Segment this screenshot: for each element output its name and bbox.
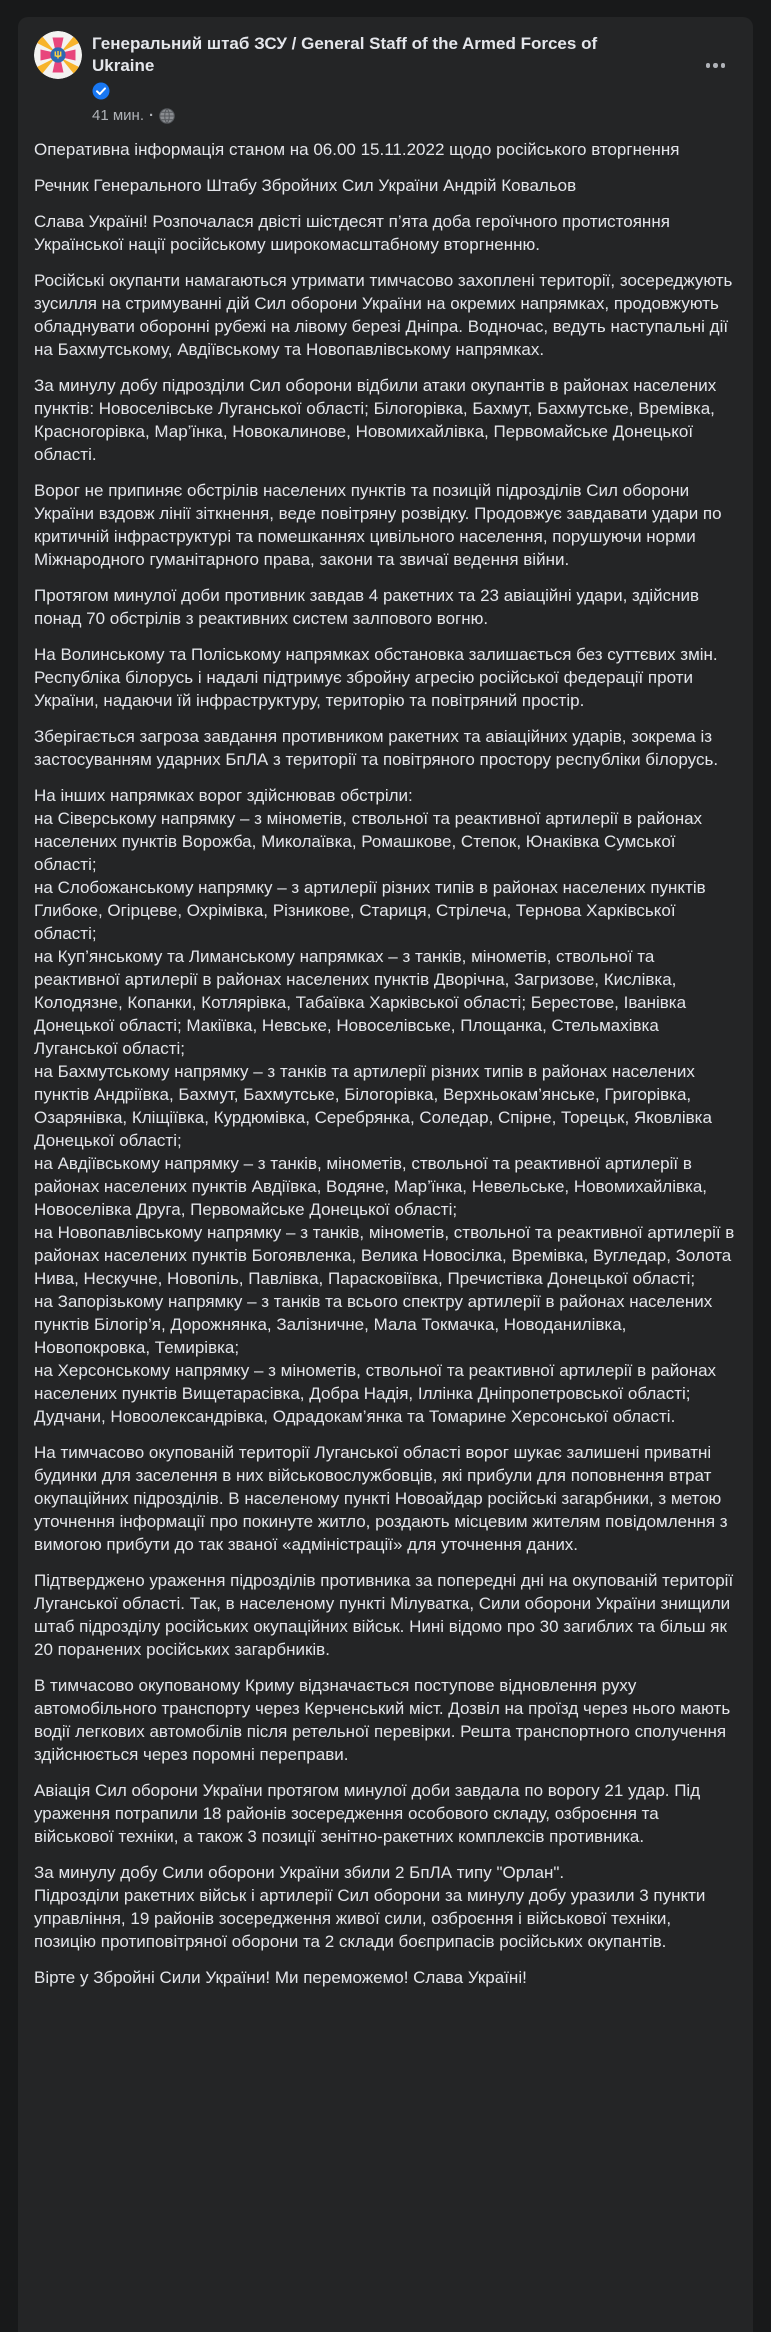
post-paragraph-line: на Куп’янському та Лиманському напрямках – з танків, мінометів, ствольної та реактивної артилерії в районах населених пунктів Дворічна, Загризове, Кислівка, Колодязне, Копанки, Котлярівка, Табаївка Харківської області; Берестове, Іванівка Донецької області; Макіївка, Невське, Новоселівське, Площанка, Стельмахівка Луганської області; <box>34 947 687 1058</box>
dot-icon <box>721 63 726 68</box>
post-paragraph-line: На Волинському та Поліському напрямках обстановка залишається без суттєвих змін. Республіка білорусь і надалі підтримує збройну агресію російської федерації проти України, надаючи їй інфраструктуру, територію та повітряний простір. <box>34 645 718 710</box>
post-paragraph-line: За минулу добу підрозділи Сил оборони відбили атаки окупантів в районах населених пунктів: Новоселівське Луганської області; Білогорівка, Бахмут, Бахмутське, Времівка, Красногорівка, Мар’їнка, Новокалинове, Новомихайлівка, Первомайське Донецької області. <box>34 376 717 464</box>
post-paragraph-line: Підрозділи ракетних військ і артилерії Сил оборони за минулу добу уразили 3 пункти управління, 19 районів зосередження живої сили, озброєння і військової техніки, позицію протиповітряної оборони та 2 склади боєприпасів російських окупантів. <box>34 1886 706 1951</box>
post-paragraph-line: За минулу добу Сили оборони України збили 2 БпЛА типу "Орлан". <box>34 1863 565 1882</box>
post-paragraph <box>34 210 737 256</box>
general-staff-emblem-icon <box>34 31 82 79</box>
post-paragraph-line: На інших напрямках ворог здійснював обстріли: <box>34 786 413 805</box>
verified-badge-icon <box>92 82 110 100</box>
post-paragraph <box>34 374 737 466</box>
post-paragraph-line: на Сіверському напрямку – з мінометів, ствольної та реактивної артилерії в районах населених пунктів Ворожба, Миколаївка, Ромашкове, Степок, Юнаківка Сумської області; <box>34 809 703 874</box>
post-paragraph <box>34 1966 737 1989</box>
post-paragraph-line: Зберігається загроза завдання противником ракетних та авіаційних ударів, зокрема із застосуванням ударних БпЛА з території та повітряного простору республіки білорусь. <box>34 727 719 769</box>
post-paragraph <box>34 1861 737 1953</box>
post-paragraph-line: Підтверджено ураження підрозділів противника за попередні дні на окупованій території Луганської області. Так, в населеному пункті Мілуватка, Сили оборони України знищили штаб підрозділу російських окупаційних військ. Нині відомо про 30 загиблих та більш як 20 поранених російських загарбників. <box>34 1571 734 1659</box>
post-paragraph <box>34 269 737 361</box>
post-paragraph-line: На тимчасово окупованій території Луганської області ворог шукає залишені приватні будинки для заселення в них військовослужбовців, які прибули для поповнення втрат окупаційних підрозділів. В населеному пункті Новоайдар російські загарбники, з метою уточнення інформації про покинуте житло, роздають місцевим жителям повідомлення з вимогою прибути до так званої «адміністрації» для уточнення даних. <box>34 1443 728 1554</box>
timestamp-link[interactable]: 41 мин. <box>92 107 144 124</box>
post-paragraph-line: Речник Генерального Штабу Збройних Сил України Андрій Ковальов <box>34 176 577 195</box>
post-header <box>18 17 753 125</box>
dot-icon <box>713 63 718 68</box>
post-paragraph-line: Російські окупанти намагаються утримати тимчасово захоплені території, зосереджують зусилля на стримуванні дій Сил оборони України на окремих напрямках, продовжують обладнувати оборонні рубежі на лівому березі Дніпра. Водночас, ведуть наступальні дії на Бахмутському, Авдіївському та Новопавлівському напрямках. <box>34 271 733 359</box>
post-paragraph <box>34 584 737 630</box>
post-paragraph <box>34 1569 737 1661</box>
post-paragraph-line: Протягом минулої доби противник завдав 4 ракетних та 23 авіаційні удари, здійснив понад 70 обстрілів з реактивних систем залпового вогню. <box>34 586 700 628</box>
post-paragraph <box>34 725 737 771</box>
post-paragraph <box>34 138 737 161</box>
post-meta <box>92 107 737 125</box>
post-paragraph-line: на Запорізькому напрямку – з танків та всього спектру артилерії в районах населених пунктів Білогір’я, Дорожнянка, Залізничне, Мала Токмачка, Новоданилівка, Новопокровка, Темирівка; <box>34 1292 713 1357</box>
post-paragraph-line: Авіація Сил оборони України протягом минулої доби завдала по ворогу 21 удар. Під ураження потрапили 18 районів зосередження особового складу, озброєння та військової техніки, а також 3 позиції зенітно-ракетних комплексів противника. <box>34 1781 701 1846</box>
meta-separator: · <box>149 107 154 124</box>
post-paragraph-line: Вірте у Збройні Сили України! Ми переможемо! Слава Україні! <box>34 1968 527 1987</box>
post-options-button[interactable] <box>700 57 732 74</box>
post-paragraph <box>34 1441 737 1556</box>
post-paragraph <box>34 643 737 712</box>
facebook-post-card <box>18 17 753 2332</box>
badge-row <box>92 82 737 100</box>
avatar[interactable] <box>34 31 82 79</box>
post-paragraph <box>34 784 737 1428</box>
post-paragraph <box>34 1674 737 1766</box>
post-paragraph <box>34 479 737 571</box>
post-paragraph <box>34 1779 737 1848</box>
post-paragraph-line: на Новопавлівському напрямку – з танків, мінометів, ствольної та реактивної артилерії в районах населених пунктів Богоявленка, Велика Новосілка, Времівка, Вугледар, Золота Нива, Нескучне, Новопіль, Павлівка, Парасковіївка, Пречистівка Донецької області; <box>34 1223 735 1288</box>
post-paragraph-line: Оперативна інформація станом на 06.00 15.11.2022 щодо російського вторгнення <box>34 140 680 159</box>
dot-icon <box>706 63 711 68</box>
post-paragraph-line: на Херсонському напрямку – з мінометів, ствольної та реактивної артилерії в районах населених пунктів Вищетарасівка, Добра Надія, Іллінка Дніпропетровської області; Дудчани, Новоолександрівка, Одрадокам’янка та Томарине Херсонської області. <box>34 1361 717 1426</box>
page-name-link[interactable]: Генеральний штаб ЗСУ / General Staff of the Armed Forces of Ukraine <box>92 34 598 75</box>
post-paragraph-line: на Бахмутському напрямку – з танків та артилерії різних типів в районах населених пунктів Андріївка, Бахмут, Бахмутське, Білогорівка, Верхньокам’янське, Григорівка, Озарянівка, Кліщіївка, Курдюмівка, Серебрянка, Соледар, Спірне, Торецьк, Яковлівка Донецької області; <box>34 1062 712 1150</box>
post-paragraph-line: на Слобожанському напрямку – з артилерії різних типів в районах населених пунктів Глибоке, Огірцеве, Охрімівка, Різникове, Стариця, Стрілеча, Тернова Харківської області; <box>34 878 706 943</box>
post-text <box>18 125 753 2013</box>
post-paragraph-line: Слава Україні! Розпочалася двісті шістдесят п’ята доба героїчного протистояння Української нації російському широкомасштабному вторгненню. <box>34 212 670 254</box>
post-paragraph <box>34 174 737 197</box>
post-paragraph-line: на Авдіївському напрямку – з танків, мінометів, ствольної та реактивної артилерії в районах населених пунктів Авдіївка, Водяне, Мар’їнка, Невельське, Новомихайлівка, Новоселівка Друга, Первомайське Донецької області; <box>34 1154 708 1219</box>
globe-privacy-icon <box>159 108 175 124</box>
post-paragraph-line: В тимчасово окупованому Криму відзначається поступове відновлення руху автомобільного транспорту через Керченський міст. Дозвіл на проїзд через нього мають водії легкових автомобілів після ретельної перевірки. Решта транспортного сполучення здійснюється через поромні переправи. <box>34 1676 731 1764</box>
header-main <box>92 31 737 125</box>
post-paragraph-line: Ворог не припиняє обстрілів населених пунктів та позицій підрозділів Сил оборони України вздовж лінії зіткнення, веде повітряну розвідку. Продовжує завдавати удари по критичній інфраструктурі та помешканнях цивільного населення, порушуючи норми Міжнародного гуманітарного права, закони та звичаї ведення війни. <box>34 481 722 569</box>
